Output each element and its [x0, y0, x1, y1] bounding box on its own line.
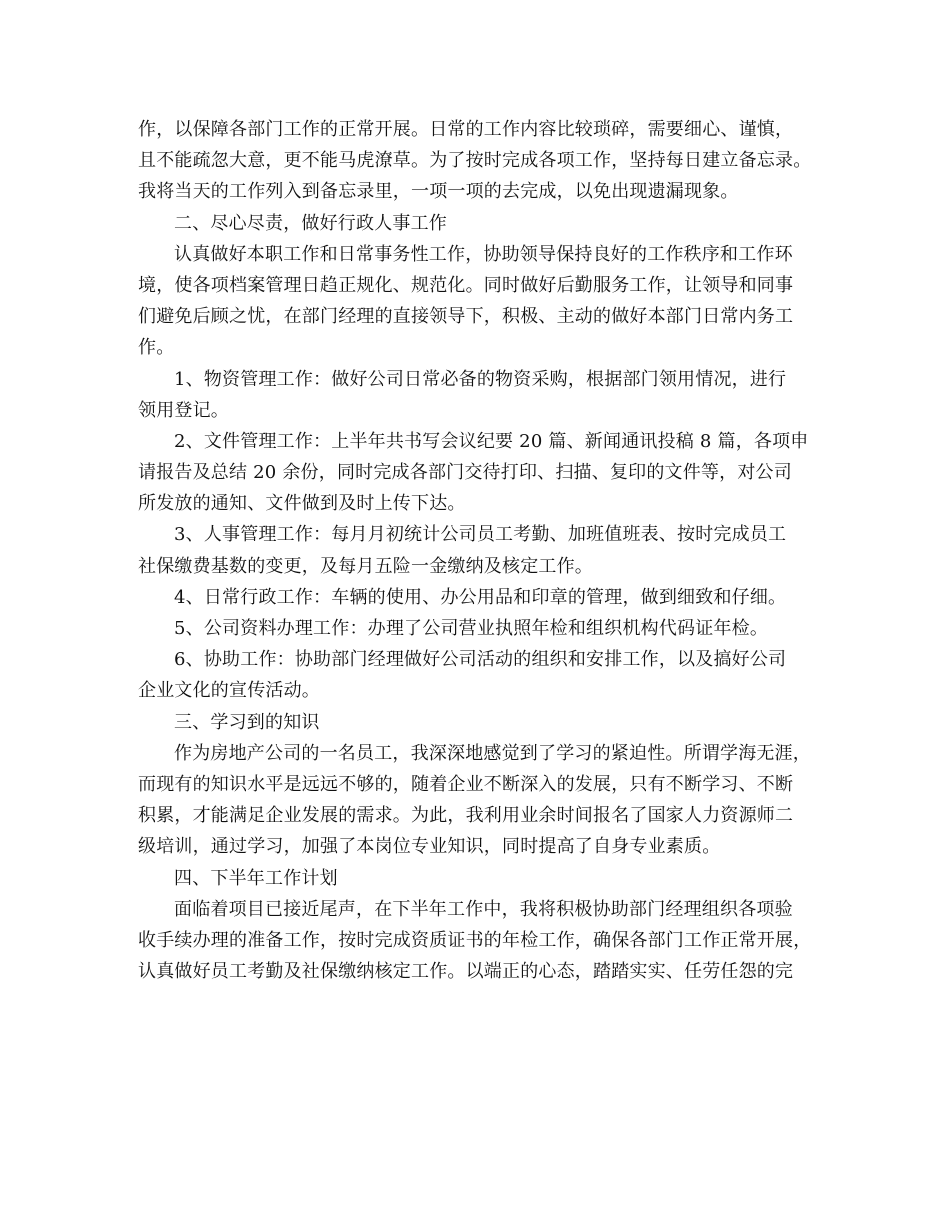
document-body — [138, 114, 838, 987]
text-line: 作为房地产公司的一名员工，我深深地感觉到了学习的紧迫性。所谓学海无涯， — [174, 742, 811, 764]
list-item: 4、日常行政工作：车辆的使用、办公用品和印章的管理，做到细致和仔细。 — [174, 586, 787, 608]
text-line: 认真做好员工考勤及社保缴纳核定工作。以端正的心态，踏踏实实、任劳任怨的完 — [138, 961, 794, 983]
text-line: 社保缴费基数的变更，及每月五险一金缴纳及核定工作。 — [138, 555, 593, 577]
text-line: 级培训，通过学习，加强了本岗位专业知识，同时提高了自身专业素质。 — [138, 836, 721, 858]
text-line: 请报告及总结 20 余份，同时完成各部门交待打印、扫描、复印的文件等，对公司 — [138, 462, 792, 484]
text-line: 企业文化的宣传活动。 — [138, 680, 320, 702]
text-line: 们避免后顾之忧，在部门经理的直接领导下，积极、主动的做好本部门日常内务工 — [138, 306, 794, 328]
text-line: 我将当天的工作列入到备忘录里，一项一项的去完成，以免出现遗漏现象。 — [138, 181, 739, 203]
list-item: 1、物资管理工作：做好公司日常必备的物资采购，根据部门领用情况，进行 — [174, 368, 787, 390]
list-item: 3、人事管理工作：每月月初统计公司员工考勤、加班值班表、按时完成员工 — [174, 524, 787, 546]
text-line: 认真做好本职工作和日常事务性工作，协助领导保持良好的工作秩序和工作环 — [174, 243, 793, 265]
text-line: 收手续办理的准备工作，按时完成资质证书的年检工作，确保各部门工作正常开展， — [138, 929, 812, 951]
text-line: 领用登记。 — [138, 399, 229, 421]
text-line: 作，以保障各部门工作的正常开展。日常的工作内容比较琐碎，需要细心、谨慎， — [138, 119, 794, 140]
list-item: 5、公司资料办理工作：办理了公司营业执照年检和组织机构代码证年检。 — [174, 618, 769, 639]
text-line: 而现有的知识水平是远远不够的，随着企业不断深入的发展，只有不断学习、不断 — [138, 773, 794, 795]
list-item: 2、文件管理工作：上半年共书写会议纪要 20 篇、新闻通讯投稿 8 篇，各项申 — [174, 430, 809, 452]
section-heading: 四、下半年工作计划 — [174, 867, 338, 889]
text-line: 所发放的通知、文件做到及时上传下达。 — [138, 493, 466, 515]
text-line: 面临着项目已接近尾声，在下半年工作中，我将积极协助部门经理组织各项验 — [174, 898, 793, 920]
text-line: 境，使各项档案管理日趋正规化、规范化。同时做好后勤服务工作，让领导和同事 — [138, 274, 794, 296]
text-line: 积累，才能满足企业发展的需求。为此，我利用业余时间报名了国家人力资源师二 — [138, 805, 794, 827]
list-item: 6、协助工作：协助部门经理做好公司活动的组织和安排工作，以及搞好公司 — [174, 649, 787, 671]
section-heading: 三、学习到的知识 — [174, 711, 320, 733]
text-line: 作。 — [138, 337, 175, 359]
section-heading: 二、尽心尽责，做好行政人事工作 — [174, 212, 447, 234]
text-line: 且不能疏忽大意，更不能马虎潦草。为了按时完成各项工作，坚持每日建立备忘录。 — [138, 150, 812, 172]
